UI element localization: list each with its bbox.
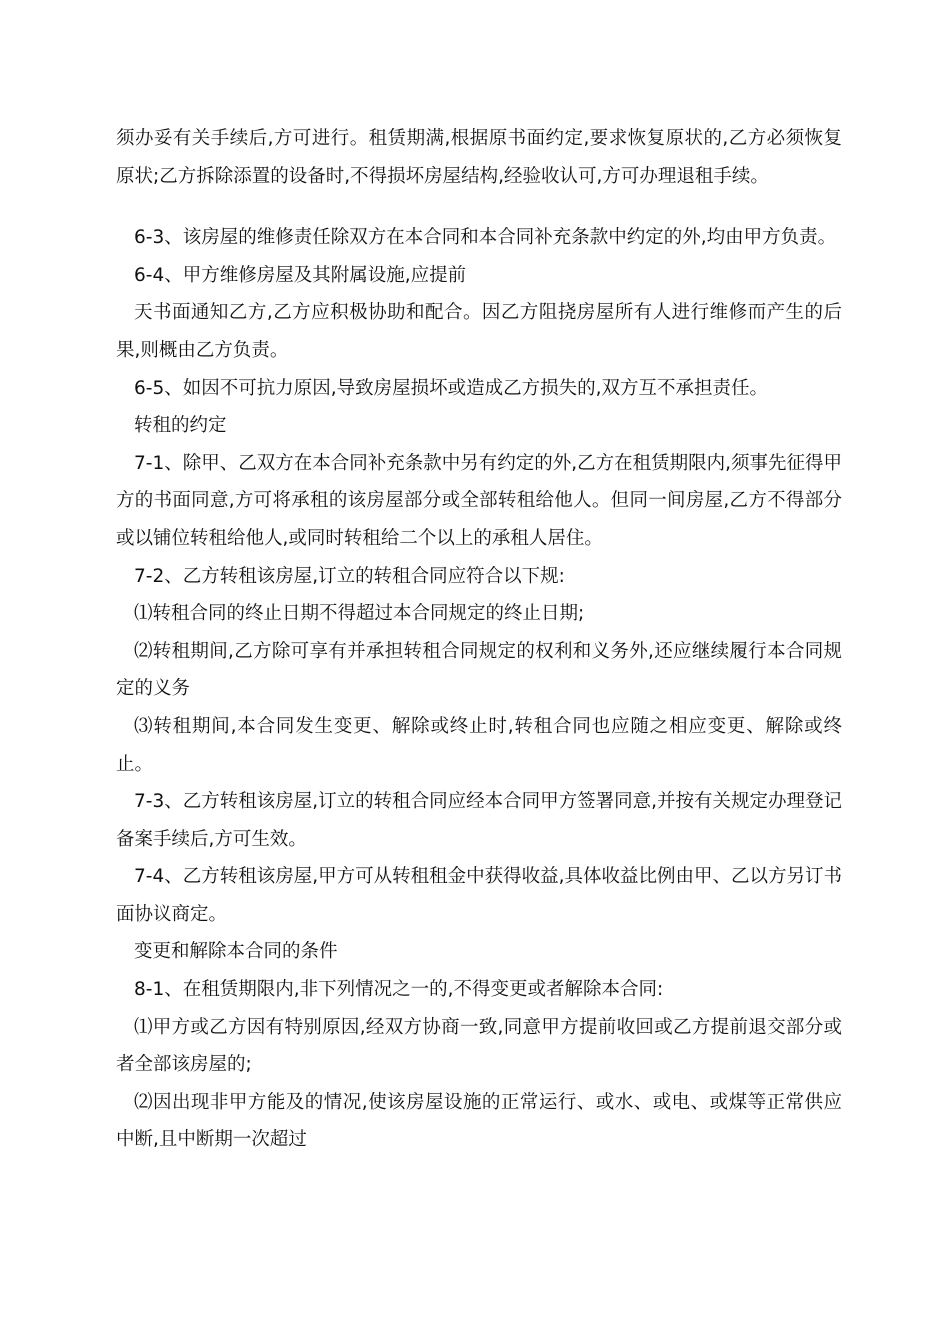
paragraph-7-3: 7-3、乙方转租该房屋,订立的转租合同应经本合同甲方签署同意,并按有关规定办理登记备案手续后,方可生效。 — [116, 791, 842, 850]
paragraph-6-3: 6-3、该房屋的维修责任除双方在本合同和本合同补充条款中约定的外,均由甲方负责。 — [134, 227, 837, 249]
paragraph-7-2-item-1: ⑴转租合同的终止日期不得超过本合同规定的终止日期; — [134, 603, 585, 625]
paragraph-6-4-continued: 天书面通知乙方,乙方应积极协助和配合。因乙方阻挠房屋所有人进行维修而产生的后果,则概由乙方负责。 — [116, 302, 842, 361]
paragraph-7-2: 7-2、乙方转租该房屋,订立的转租合同应符合以下规: — [134, 565, 565, 587]
paragraph-7-2-item-3: ⑶转租期间,本合同发生变更、解除或终止时,转租合同也应随之相应变更、解除或终止。 — [116, 715, 842, 775]
paragraph-restore-condition: 须办妥有关手续后,方可进行。租赁期满,根据原书面约定,要求恢复原状的,乙方必须恢复原状;乙方拆除添置的设备时,不得损坏房屋结构,经验收认可,方可办理退租手续。 — [116, 128, 842, 187]
paragraph-7-4: 7-4、乙方转租该房屋,甲方可从转租租金中获得收益,具体收益比例由甲、乙以方另订书面协议商定。 — [116, 866, 842, 925]
contract-text-body — [116, 120, 842, 1159]
paragraph-7-2-item-2: ⑵转租期间,乙方除可享有并承担转租合同规定的权利和义务外,还应继续履行本合同规定的义务 — [116, 640, 842, 700]
paragraph-8-1: 8-1、在租赁期限内,非下列情况之一的,不得变更或者解除本合同: — [134, 979, 664, 1001]
section-heading-sublease: 转租的约定 — [134, 415, 227, 437]
paragraph-6-5: 6-5、如因不可抗力原因,导致房屋损坏或造成乙方损失的,双方互不承担责任。 — [134, 377, 768, 399]
paragraph-7-1: 7-1、除甲、乙双方在本合同补充条款中另有约定的外,乙方在租赁期限内,须事先征得甲方的书面同意,方可将承租的该房屋部分或全部转租给他人。但同一间房屋,乙方不得部分或以铺位转租给他人,或同时转租给二个以上的承租人居住。 — [116, 452, 842, 549]
paragraph-8-1-item-2: ⑵因出现非甲方能及的情况,使该房屋设施的正常运行、或水、或电、或煤等正常供应中断,且中断期一次超过 — [116, 1091, 842, 1151]
section-heading-change-termination: 变更和解除本合同的条件 — [134, 941, 338, 963]
paragraph-6-4: 6-4、甲方维修房屋及其附属设施,应提前 — [134, 264, 467, 286]
paragraph-8-1-item-1: ⑴甲方或乙方因有特别原因,经双方协商一致,同意甲方提前收回或乙方提前退交部分或者全部该房屋的; — [116, 1016, 842, 1076]
